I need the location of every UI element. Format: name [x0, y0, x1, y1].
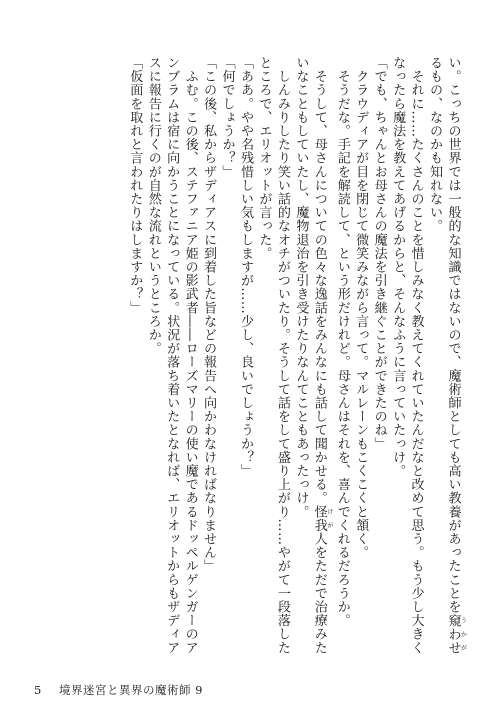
vertical-text-body [125, 56, 466, 656]
text-line-content: い。こっちの世界では一般的な知識ではないので、魔術師としても高い教養があったことを [445, 56, 461, 614]
text-line: 「何でしょうか？」 [219, 56, 235, 179]
page-number: 5 [34, 683, 42, 697]
ruby-reading: けが [325, 504, 333, 533]
ruby-base: 窺わせ [445, 613, 461, 655]
text-line: ところで、エリオットが言った。 [256, 56, 272, 260]
text-line: いなこともしていたし、魔物退治を引き受けたりなんてこともあったっけ。 [293, 56, 309, 519]
text-line: 「仮面を取れと言われたりはしますか？」 [127, 56, 143, 315]
text-line: スに報告に行くのが自然な流れというところか。 [145, 56, 161, 356]
book-title: 境界迷宮と異界の魔術師 9 [58, 683, 203, 697]
text-line: クラウディアが目を閉じて微笑みながら言って。マルレーンもこくこくと頷く。 [353, 56, 369, 560]
page-footer [34, 682, 203, 698]
text-line [443, 56, 466, 656]
text-line: 「ああ。やや名残惜しい気もしますが……少し、良いでしょうか？」 [238, 56, 254, 478]
text-line: 「でも、ちゃんとお母さんの魔法を引き継ぐことができたのね」 [371, 56, 387, 451]
text-line: ふむ。この後、ステファニア姫の影武者――ローズマリーの使い魔であるドッペルゲンガーのア [182, 56, 198, 655]
text-line: ンブラムは宿に向かうことになっている。状況が落ち着いたとなれば、エリオットからもザディア [164, 56, 180, 655]
text-line: そうだな。手記を解読して、という形だけれど。母さんはそれを、喜んでくれるだろうか。 [334, 56, 350, 628]
text-line: しんみりしたり笑い話的なオチがついたり。そうして話をして盛り上がり……やがて一段落した [274, 56, 290, 655]
text-line: なったら魔法を教えてあげるからと、そんなふうに言っていたっけ。 [390, 56, 406, 478]
ruby-word: 怪我 けが [311, 504, 333, 533]
text-line: それに……たくさんのことを惜しみなく教えてくれていたんだなと改めて思う。もう少し大きく [408, 56, 424, 655]
ruby-word [445, 613, 467, 655]
ruby-reading: うかが [459, 613, 467, 655]
text-line: るもの、なのかも知れない。 [427, 56, 443, 233]
text-line: 「この後、私からザディアスに到着した旨などの報告へ向かわなければなりません」 [201, 56, 217, 573]
text-line: そうして、母さんについての色々な逸話をみんなにも話して聞かせる。怪我 けが人をただで治療みた [311, 56, 333, 655]
